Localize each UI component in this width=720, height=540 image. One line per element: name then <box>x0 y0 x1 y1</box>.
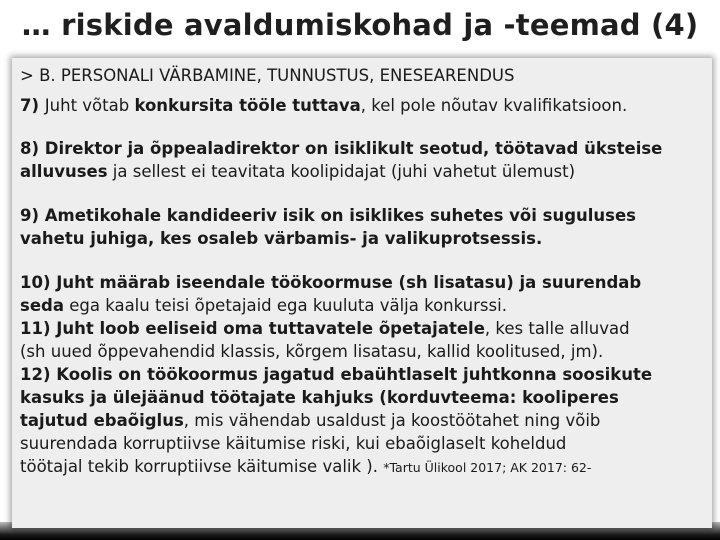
text-run: töötajal tekib korruptiivse käitumise valik ). <box>20 457 384 476</box>
text-run: Juht võtab <box>44 96 135 115</box>
text-run: kasuks ja ülejäänud töötajate kahjuks (korduvteema: kooliperes <box>20 388 619 407</box>
text-line <box>20 340 710 363</box>
list-item-9 <box>20 204 710 250</box>
list-item-7 <box>20 94 710 117</box>
text-run: 7) <box>20 96 45 115</box>
text-line <box>20 432 710 455</box>
text-line <box>20 94 710 117</box>
text-run: (sh uued õppevahendid klassis, kõrgem lisatasu, kallid koolitused, jm). <box>20 342 604 361</box>
source-citation: *Tartu Ülikool 2017; AK 2017: 62- <box>383 460 592 475</box>
text-line <box>20 409 710 432</box>
slide-title: … riskide avaldumiskohad ja -teemad (4) <box>21 8 699 42</box>
text-run: 10) Juht määrab iseendale töökoormuse (sh lisatasu) ja suurendab <box>20 273 642 292</box>
text-run: ega kaalu teisi õpetajaid ega kuuluta välja konkurssi. <box>63 296 507 315</box>
text-line <box>20 160 710 183</box>
text-run: konkursita tööle tuttava <box>134 96 361 115</box>
text-line <box>20 455 710 479</box>
text-run: 11) Juht loob eeliseid oma tuttavatele õpetajatele <box>20 319 485 338</box>
text-line <box>20 204 710 227</box>
text-line <box>20 137 710 160</box>
text-line <box>20 317 710 340</box>
text-run: 8) Direktor ja õppealadirektor on isiklikult seotud, töötavad üksteise <box>20 139 663 158</box>
text-run: seda <box>20 296 64 315</box>
text-run: suurendada korruptiivse käitumise riski, kui ebaõiglaselt koheldud <box>20 434 567 453</box>
text-run: vahetu juhiga, kes osaleb värbamis- ja valikuprotsessis. <box>20 229 543 248</box>
list-item-8 <box>20 137 710 183</box>
text-line <box>20 294 710 317</box>
text-run: 12) Koolis on töökoormus jagatud ebaühtlaselt juhtkonna soosikute <box>20 365 653 384</box>
text-run: , kes talle alluvad <box>484 319 630 338</box>
text-line <box>20 271 710 294</box>
list-items-10-12 <box>20 271 710 479</box>
text-run: , kel pole nõutav kvalifikatsioon. <box>360 96 628 115</box>
text-run: alluvuses <box>20 162 108 181</box>
section-subheading: > B. PERSONALI VÄRBAMINE, TUNNUSTUS, ENESEARENDUS <box>20 66 515 85</box>
text-run: ja sellest ei teavitata koolipidajat (juhi vahetut ülemust) <box>107 162 576 181</box>
text-line <box>20 363 710 386</box>
text-run: 9) Ametikohale kandideeriv isik on isiklikes suhetes või suguluses <box>20 206 636 225</box>
text-run: , mis vähendab usaldust ja koostöötahet ning võib <box>183 411 601 430</box>
text-line <box>20 386 710 409</box>
text-line <box>20 227 710 250</box>
text-run: tajutud ebaõiglus <box>20 411 184 430</box>
